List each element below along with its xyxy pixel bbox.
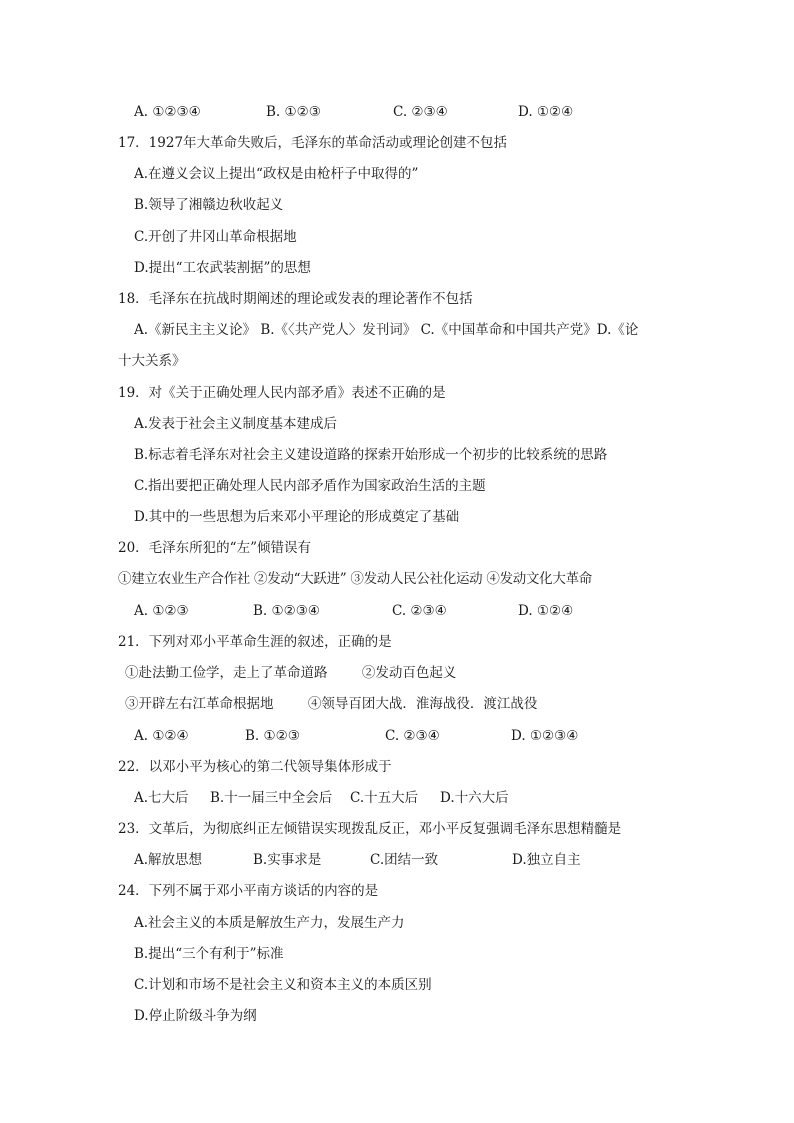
q19-option-c: C.指出要把正确处理人民内部矛盾作为国家政治生活的主题 [134, 478, 486, 494]
q16-option-d: D. ①②④ [518, 104, 574, 120]
q22-option-b: B.十一届三中全会后 [210, 790, 333, 806]
q23-options-row [0, 850, 794, 870]
q21-option-d: D. ①②③④ [511, 728, 579, 744]
q20-option-d: D. ①②④ [518, 603, 574, 619]
q22-option-a: A.七大后 [134, 790, 189, 806]
q20-items: ①建立农业生产合作社 ②发动“大跃进” ③发动人民公社化运动 ④发动文化大革命 [118, 571, 592, 587]
q24-option-c: C.计划和市场不是社会主义和资本主义的本质区别 [134, 977, 432, 993]
q22-option-d: D.十六大后 [440, 790, 509, 806]
q20-option-c: C. ②③④ [392, 603, 447, 619]
q19-option-a: A.发表于社会主义制度基本建成后 [134, 416, 338, 432]
q16-option-a: A. ①②③④ [134, 104, 201, 120]
q19-stem: 19．对《关于正确处理人民内部矛盾》表述不正确的是 [118, 385, 446, 401]
q16-options-row [0, 102, 794, 122]
q19-option-b: B.标志着毛泽东对社会主义建设道路的探索开始形成一个初步的比较系统的思路 [134, 447, 608, 463]
q16-option-c: C. ②③④ [393, 104, 448, 120]
q18-stem: 18．毛泽东在抗战时期阐述的理论或发表的理论著作不包括 [118, 291, 473, 307]
q18-options-line1: A.《新民主主义论》 B.《〈共产党人〉发刊词》 C.《中国革命和中国共产党》D.《论 [134, 322, 639, 338]
q22-options-row [0, 788, 794, 808]
q23-option-c: C.团结一致 [370, 852, 439, 868]
q21-stem: 21．下列对邓小平革命生涯的叙述，正确的是 [118, 634, 392, 650]
q18-options-line2: 十大关系》 [118, 353, 186, 369]
q21-options-row [0, 726, 794, 746]
q21-option-a: A. ①②④ [134, 728, 189, 744]
q20-option-b: B. ①②③④ [253, 603, 320, 619]
q17-option-c: C.开创了井冈山革命根据地 [134, 229, 297, 245]
q24-option-d: D.停止阶级斗争为纲 [134, 1008, 257, 1024]
q23-option-a: A.解放思想 [134, 852, 203, 868]
q24-option-b: B.提出“三个有利于”标准 [134, 946, 284, 962]
q21-items-line2: ③开辟左右江革命根据地 ④领导百团大战．淮海战役．渡江战役 [125, 696, 538, 712]
q17-option-a: A.在遵义会议上提出“政权是由枪杆子中取得的” [134, 166, 419, 182]
q24-stem: 24．下列不属于邓小平南方谈话的内容的是 [118, 883, 379, 899]
q16-option-b: B. ①②③ [266, 104, 321, 120]
q19-option-d: D.其中的一些思想为后来邓小平理论的形成奠定了基础 [134, 509, 460, 525]
q22-option-c: C.十五大后 [350, 790, 419, 806]
q20-stem: 20．毛泽东所犯的“左”倾错误有 [118, 540, 311, 556]
q23-stem: 23．文革后，为彻底纠正左倾错误实现拨乱反正，邓小平反复强调毛泽东思想精髓是 [118, 821, 622, 837]
q23-option-b: B.实事求是 [253, 852, 322, 868]
q17-option-b: B.领导了湘赣边秋收起义 [134, 197, 284, 213]
q21-option-c: C. ②③④ [385, 728, 440, 744]
q17-stem: 17．1927年大革命失败后，毛泽东的革命活动或理论创建不包括 [118, 135, 508, 151]
q20-options-row [0, 601, 794, 621]
q21-option-b: B. ①②③ [245, 728, 300, 744]
q23-option-d: D.独立自主 [512, 852, 581, 868]
q24-option-a: A.社会主义的本质是解放生产力，发展生产力 [134, 915, 405, 931]
q22-stem: 22．以邓小平为核心的第二代领导集体形成于 [118, 759, 392, 775]
q20-option-a: A. ①②③ [134, 603, 189, 619]
q17-option-d: D.提出“工农武装割据”的思想 [134, 260, 311, 276]
q21-items-line1: ①赴法勤工俭学，走上了革命道路 ②发动百色起义 [125, 665, 457, 681]
